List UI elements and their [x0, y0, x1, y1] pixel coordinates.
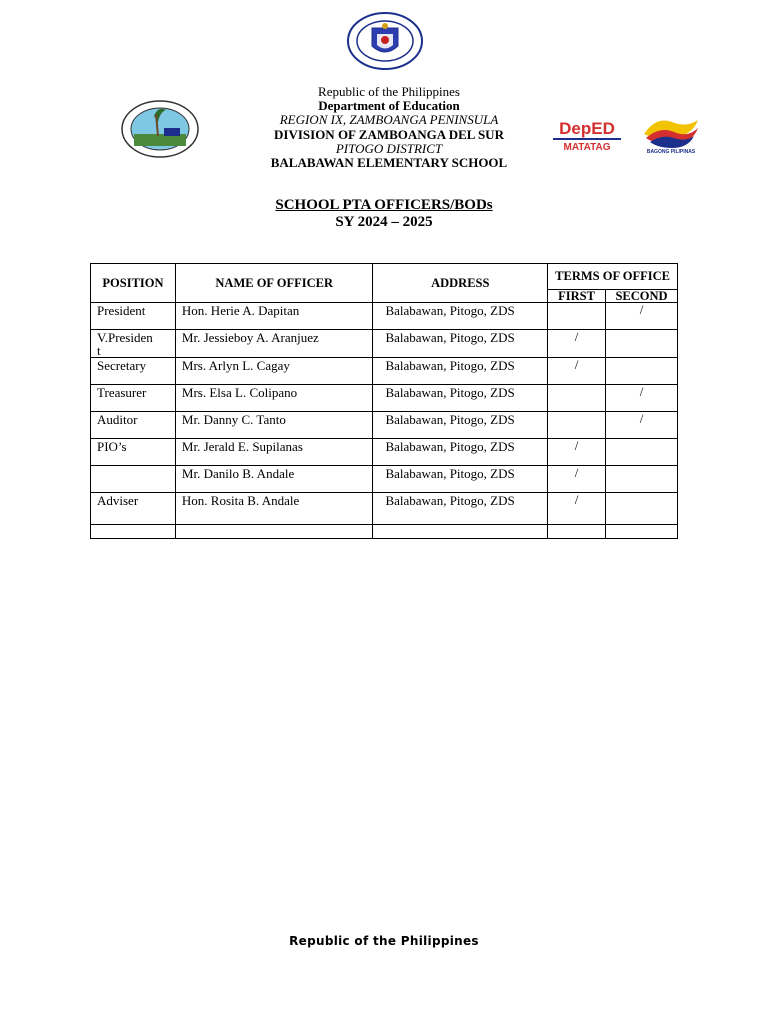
table-row [91, 493, 678, 525]
matatag-text: MATATAG [563, 142, 611, 153]
table-row [91, 439, 678, 466]
table-row [91, 412, 678, 439]
first-term-cell: / [548, 439, 606, 466]
table-row [91, 358, 678, 385]
table-row [91, 303, 678, 330]
second-term-cell: / [606, 303, 678, 330]
table-row [91, 385, 678, 412]
letterhead [0, 85, 768, 170]
address-cell: Balabawan, Pitogo, ZDS [373, 385, 548, 412]
header-first: FIRST [548, 290, 606, 303]
first-term-cell [548, 385, 606, 412]
name-cell: Hon. Herie A. Dapitan [175, 303, 373, 330]
school-name-line: BALABAWAN ELEMENTARY SCHOOL [270, 155, 508, 171]
second-term-cell [606, 358, 678, 385]
first-term-cell: / [548, 330, 606, 358]
address-cell: Balabawan, Pitogo, ZDS [373, 358, 548, 385]
header-second: SECOND [606, 290, 678, 303]
second-term-cell [606, 525, 678, 539]
region-line: REGION IX, ZAMBOANGA PENINSULA [279, 112, 499, 128]
address-cell: Balabawan, Pitogo, ZDS [373, 412, 548, 439]
second-term-cell: / [606, 412, 678, 439]
first-term-cell [548, 303, 606, 330]
position-cell: Adviser [91, 493, 176, 525]
header-address: ADDRESS [373, 264, 548, 303]
officers-table [90, 263, 678, 539]
name-cell: Mr. Danilo B. Andale [175, 466, 373, 493]
name-cell [175, 525, 373, 539]
header-terms: TERMS OF OFFICE [548, 264, 678, 290]
name-cell: Mr. Jessieboy A. Aranjuez [175, 330, 373, 358]
table-row [91, 525, 678, 539]
deped-text: DepED [559, 119, 615, 138]
position-cell: Secretary [91, 358, 176, 385]
second-term-cell: / [606, 385, 678, 412]
position-cell: President [91, 303, 176, 330]
document-title [0, 197, 768, 231]
second-term-cell [606, 439, 678, 466]
department-line: Department of Education [318, 98, 460, 114]
name-cell: Hon. Rosita B. Andale [175, 493, 373, 525]
footer-text: Republic of the Philippines [289, 934, 479, 948]
position-cell [91, 525, 176, 539]
name-cell: Mrs. Arlyn L. Cagay [175, 358, 373, 385]
table-row [91, 330, 678, 358]
position-cell: Auditor [91, 412, 176, 439]
table-body [91, 303, 678, 539]
second-term-cell [606, 330, 678, 358]
second-term-cell [606, 493, 678, 525]
first-term-cell: / [548, 493, 606, 525]
address-cell: Balabawan, Pitogo, ZDS [373, 330, 548, 358]
position-cell [91, 466, 176, 493]
table-header-row [91, 264, 678, 290]
title-main: SCHOOL PTA OFFICERS/BODs [275, 197, 493, 213]
position-cell: Treasurer [91, 385, 176, 412]
second-term-cell [606, 466, 678, 493]
district-line: PITOGO DISTRICT [335, 140, 443, 156]
republic-line: Republic of the Philippines [318, 84, 460, 99]
name-cell: Mrs. Elsa L. Colipano [175, 385, 373, 412]
first-term-cell: / [548, 466, 606, 493]
header-name: NAME OF OFFICER [175, 264, 373, 303]
position-cell: V.Presiden t [91, 330, 176, 358]
address-cell: Balabawan, Pitogo, ZDS [373, 303, 548, 330]
name-cell: Mr. Danny C. Tanto [175, 412, 373, 439]
position-cell: PIO’s [91, 439, 176, 466]
address-cell [373, 525, 548, 539]
first-term-cell: / [548, 358, 606, 385]
deped-seal-logo [346, 12, 424, 70]
address-cell: Balabawan, Pitogo, ZDS [373, 466, 548, 493]
division-line: DIVISION OF ZAMBOANGA DEL SUR [274, 126, 504, 142]
name-cell: Mr. Jerald E. Supilanas [175, 439, 373, 466]
address-cell: Balabawan, Pitogo, ZDS [373, 493, 548, 525]
header-position: POSITION [91, 264, 176, 303]
address-cell: Balabawan, Pitogo, ZDS [373, 439, 548, 466]
first-term-cell [548, 525, 606, 539]
first-term-cell [548, 412, 606, 439]
title-school-year: SY 2024 – 2025 [335, 214, 433, 230]
bagong-text: BAGONG PILIPINAS [646, 149, 696, 154]
table-row [91, 466, 678, 493]
